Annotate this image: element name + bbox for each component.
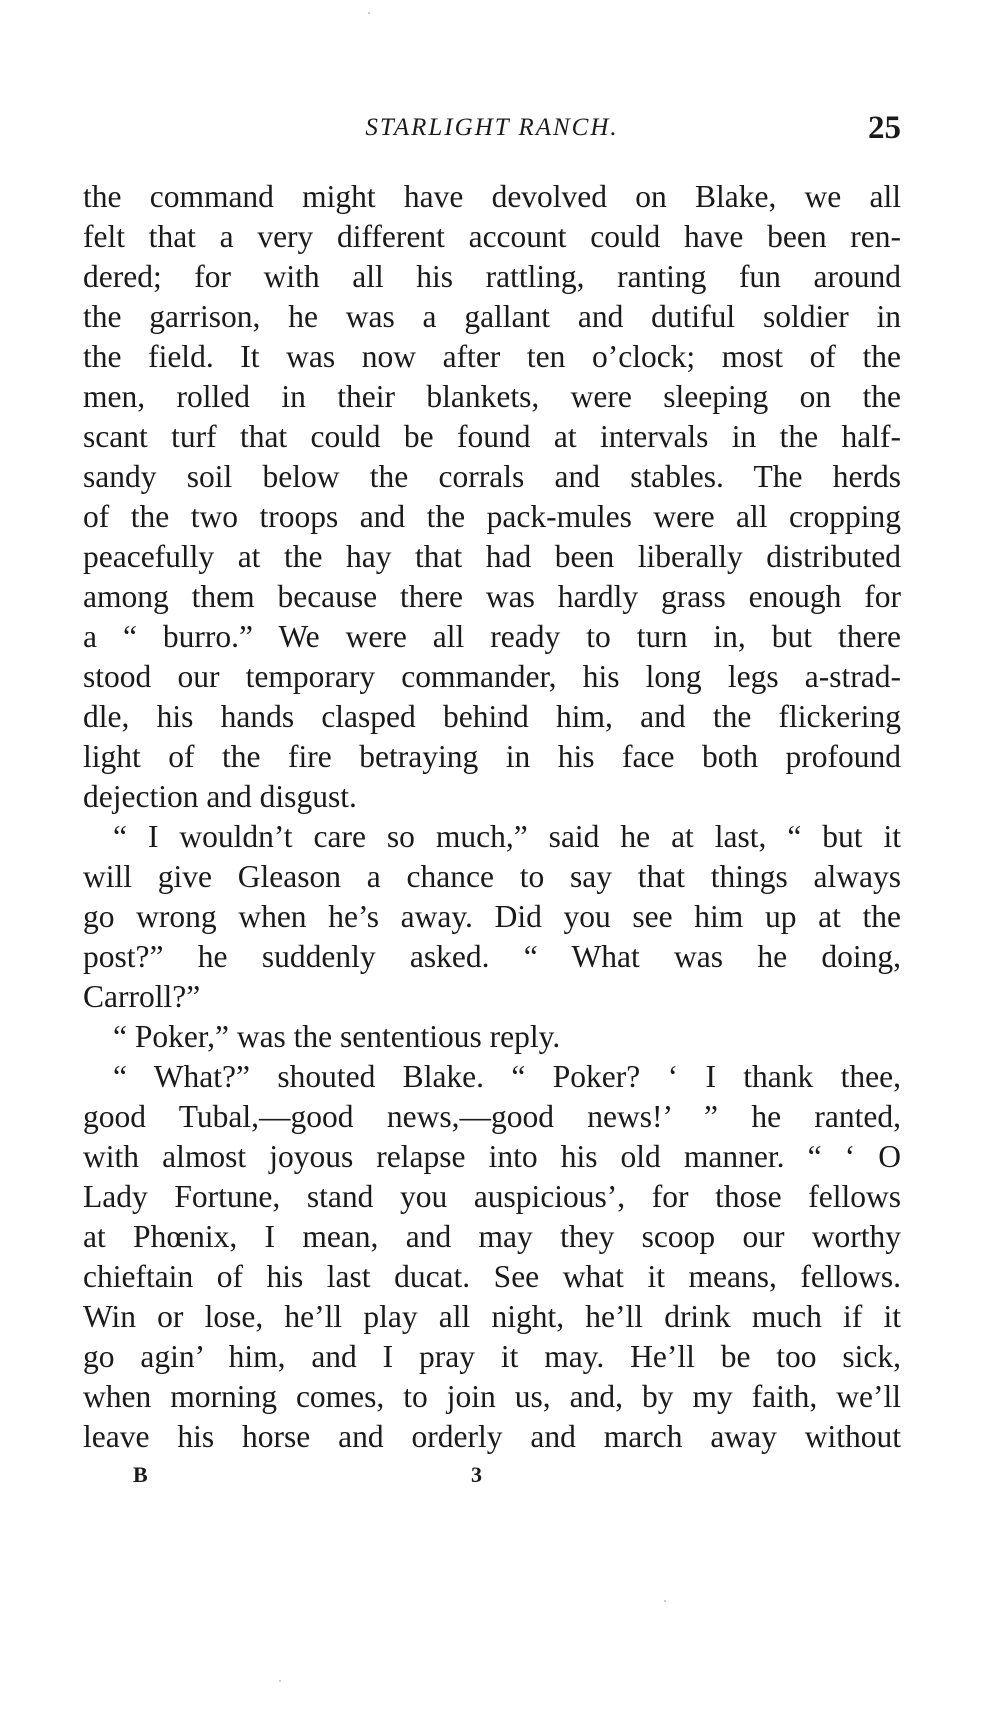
- text-line: of the two troops and the pack-mules were all cropping: [83, 499, 901, 534]
- text-line: scant turf that could be found at intervals in the half-: [83, 419, 901, 454]
- text-line: go agin’ him, and I pray it may. He’ll be too sick,: [83, 1339, 901, 1374]
- text-line: “ Poker,” was the sententious reply.: [113, 1019, 561, 1054]
- running-title: STARLIGHT RANCH.: [365, 114, 619, 141]
- paper-speck: [368, 12, 370, 14]
- text-line: peacefully at the hay that had been liberally distributed: [83, 539, 901, 574]
- text-line: men, rolled in their blankets, were sleeping on the: [83, 379, 901, 414]
- text-line: a “ burro.” We were all ready to turn in, but there: [83, 619, 901, 654]
- page-footer: [83, 1462, 901, 1492]
- text-line: Carroll?”: [83, 979, 201, 1014]
- text-line: dejection and disgust.: [83, 779, 357, 814]
- text-line: go wrong when he’s away. Did you see him up at the: [83, 899, 901, 934]
- text-line: felt that a very different account could have been ren-: [83, 219, 901, 254]
- page-header: [83, 110, 901, 150]
- text-line: dle, his hands clasped behind him, and the flickering: [83, 699, 901, 734]
- page-number: 25: [868, 110, 901, 146]
- text-line: sandy soil below the corrals and stables. The herds: [83, 459, 901, 494]
- text-line: dered; for with all his rattling, ranting fun around: [83, 259, 901, 294]
- sheet-number: 3: [471, 1462, 482, 1487]
- text-line: post?” he suddenly asked. “ What was he doing,: [83, 939, 901, 974]
- text-line: the field. It was now after ten o’clock; most of the: [83, 339, 901, 374]
- text-line: stood our temporary commander, his long legs a-strad-: [83, 659, 901, 694]
- text-line: will give Gleason a chance to say that things always: [83, 859, 901, 894]
- text-line: “ I wouldn’t care so much,” said he at last, “ but it: [113, 819, 901, 854]
- text-line: Win or lose, he’ll play all night, he’ll drink much if it: [83, 1299, 901, 1334]
- text-line: “ What?” shouted Blake. “ Poker? ‘ I thank thee,: [113, 1059, 901, 1094]
- signature-mark: B: [133, 1462, 148, 1487]
- text-line: among them because there was hardly grass enough for: [83, 579, 901, 614]
- body-text: [83, 177, 901, 1457]
- text-line: leave his horse and orderly and march away without: [83, 1419, 901, 1454]
- text-line: the garrison, he was a gallant and dutiful soldier in: [83, 299, 901, 334]
- paper-speck: [664, 1600, 666, 1602]
- text-line: good Tubal,—good news,—good news!’ ” he ranted,: [83, 1099, 901, 1134]
- text-line: Lady Fortune, stand you auspicious’, for those fellows: [83, 1179, 901, 1214]
- text-line: at Phœnix, I mean, and may they scoop our worthy: [83, 1219, 901, 1254]
- text-line: the command might have devolved on Blake, we all: [83, 179, 901, 214]
- paper-speck: [279, 1680, 281, 1682]
- text-line: light of the fire betraying in his face both profound: [83, 739, 901, 774]
- text-line: with almost joyous relapse into his old manner. “ ‘ O: [83, 1139, 901, 1174]
- text-line: chieftain of his last ducat. See what it means, fellows.: [83, 1259, 901, 1294]
- text-line: when morning comes, to join us, and, by my faith, we’ll: [83, 1379, 901, 1414]
